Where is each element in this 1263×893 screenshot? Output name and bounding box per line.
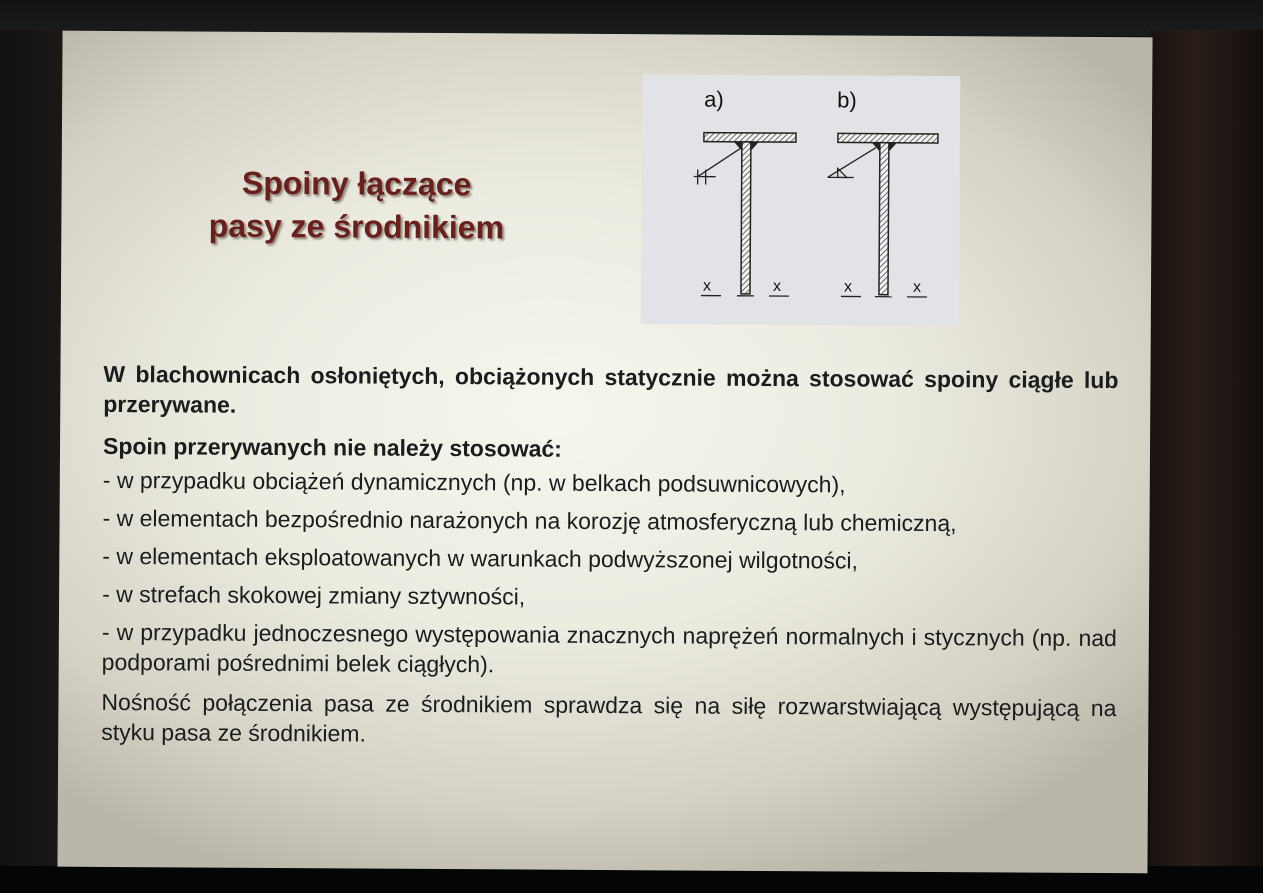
web-b [879, 143, 889, 295]
weld-diagram [641, 74, 961, 326]
slide-title [171, 161, 542, 249]
projected-slide [57, 31, 1152, 874]
list-item: - w przypadku jednoczesnego występowania znacznych naprężeń normalnych i stycznych (np. nad podporami pośrednimi belek ciągłych). [101, 618, 1117, 678]
weld-a-right [751, 142, 759, 151]
slide-body [101, 359, 1118, 753]
flange-b [838, 133, 938, 143]
axis-label-a-left: x [702, 277, 712, 295]
axis-label-a-right: x [772, 278, 782, 296]
weld-b-right [889, 143, 897, 152]
section-b [827, 133, 938, 297]
section-a [693, 133, 796, 297]
flange-a [704, 133, 796, 143]
leader-a [698, 149, 740, 177]
axis-label-b-left: x [843, 278, 853, 296]
weld-cross-section-figure [641, 74, 961, 326]
list-item: - w przypadku obciążeń dynamicznych (np. w belkach podsuwnicowych), [102, 466, 846, 498]
label-b: b) [837, 87, 857, 113]
title-line-1: Spoiny łączące [241, 164, 472, 203]
label-a: a) [704, 86, 724, 112]
bullet-list-heading: Spoin przerywanych nie należy stosować: [102, 432, 562, 462]
weld-b-left [872, 143, 880, 152]
list-item: - w elementach bezpośrednio narażonych na korozję atmosferyczną lub chemiczną, [102, 504, 957, 537]
intro-paragraph: W blachownicach osłoniętych, obciążonych statycznie można stosować spoiny ciągłe lub przerywane. [103, 360, 1119, 418]
list-item: - w strefach skokowej zmiany sztywności, [102, 580, 526, 610]
closing-paragraph: Nośność połączenia pasa ze środnikiem sprawdza się na siłę rozwarstwiającą występującą na styku pasa ze środnikiem. [101, 688, 1117, 747]
web-a [741, 142, 751, 294]
leader-b [828, 147, 876, 177]
fillet-weld-symbol [838, 168, 847, 177]
title-line-2: pasy ze środnikiem [208, 207, 505, 246]
axis-label-b-right: x [912, 278, 922, 296]
list-item: - w elementach eksploatowanych w warunkach podwyższonej wilgotności, [102, 542, 858, 574]
room-background-right [1150, 30, 1263, 870]
